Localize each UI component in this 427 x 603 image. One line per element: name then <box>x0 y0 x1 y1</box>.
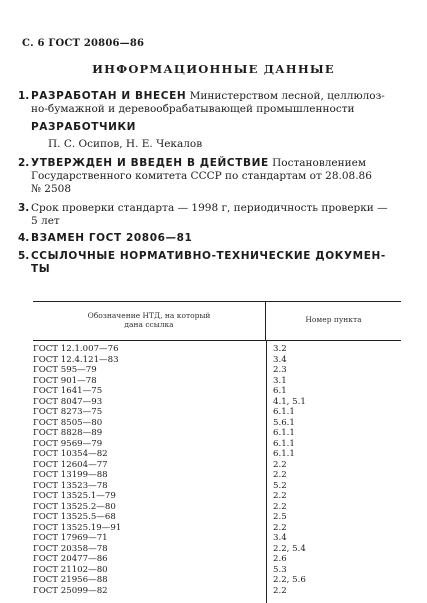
table-row <box>33 575 401 586</box>
table-row <box>33 544 401 555</box>
table-row <box>33 428 401 439</box>
table-cell-document: ГОСТ 10354—82 <box>33 449 108 459</box>
table-cell-document: ГОСТ 17969—71 <box>33 533 108 543</box>
column-header-point: Номер пункта <box>305 315 362 324</box>
section-text: Государственного комитета СССР по стандартам от 28.08.86 <box>31 170 372 182</box>
column-header-line: Обозначение НТД, на который <box>87 311 211 320</box>
section-text: Постановлением <box>268 157 367 169</box>
table-cell-point: 5.2 <box>273 480 287 491</box>
developers-names: П. С. Осипов, Н. Е. Чекалов <box>48 138 203 150</box>
table-cell-point: 3.2 <box>273 344 287 354</box>
section-lead: РАЗРАБОТАН И ВНЕСЕН <box>31 90 187 102</box>
table-cell-document: ГОСТ 8505—80 <box>33 417 103 428</box>
section-number: 5. <box>18 250 30 262</box>
section-lead: УТВЕРЖДЕН И ВВЕДЕН В ДЕЙСТВИЕ <box>31 157 269 169</box>
table-cell-document: ГОСТ 20477—86 <box>33 554 108 564</box>
table-row <box>33 365 401 376</box>
developers-heading: РАЗРАБОТЧИКИ <box>31 121 137 133</box>
table-cell-point: 2.3 <box>273 365 287 375</box>
table-cell-document: ГОСТ 13525.1—79 <box>33 491 116 501</box>
table-cell-point: 3.1 <box>273 375 287 386</box>
section-1 <box>18 90 410 116</box>
table-cell-point: 2.2 <box>273 470 287 480</box>
table-row <box>33 586 401 597</box>
document-title: ИНФОРМАЦИОННЫЕ ДАННЫЕ <box>92 62 335 76</box>
table-cell-point: 2.2 <box>273 522 287 533</box>
section-number: 3. <box>18 202 30 214</box>
table-row <box>33 418 401 429</box>
table-cell-document: ГОСТ 595—79 <box>33 365 97 375</box>
column-header-document <box>33 302 266 340</box>
table-row <box>33 565 401 576</box>
table-cell-point: 4.1, 5.1 <box>273 396 306 407</box>
table-row <box>33 512 401 523</box>
table-cell-document: ГОСТ 8273—75 <box>33 407 103 417</box>
page-header: С. 6 ГОСТ 20806—86 <box>22 38 145 49</box>
section-4 <box>18 232 410 245</box>
table-row <box>33 355 401 366</box>
table-row <box>33 460 401 471</box>
table-cell-document: ГОСТ 9569—79 <box>33 438 103 449</box>
table-cell-document: ГОСТ 21956—88 <box>33 575 108 585</box>
table-cell-point: 2.2, 5.6 <box>273 575 306 585</box>
table-cell-document: ГОСТ 12.1.007—76 <box>33 344 119 354</box>
table-cell-point: 6.1.1 <box>273 438 295 449</box>
section-number: 1. <box>18 90 30 102</box>
table-cell-point: 2.2, 5.4 <box>273 543 306 554</box>
section-2 <box>18 157 410 196</box>
section-lead: ССЫЛОЧНЫЕ НОРМАТИВНО-ТЕХНИЧЕСКИЕ ДОКУМЕН- <box>31 250 386 262</box>
table-cell-point: 6.1 <box>273 386 287 396</box>
table-cell-document: ГОСТ 8828—89 <box>33 428 103 438</box>
table-cell-point: 2.2 <box>273 459 287 470</box>
table-cell-point: 5.6.1 <box>273 417 295 428</box>
table-cell-document: ГОСТ 20358—78 <box>33 543 108 554</box>
section-number: 2. <box>18 157 30 169</box>
table-row <box>33 386 401 397</box>
table-cell-point: 6.1.1 <box>273 449 295 459</box>
table-row <box>33 481 401 492</box>
section-lead-continued: ТЫ <box>31 263 51 275</box>
section-text: Срок проверки стандарта — 1998 г, периодичность проверки — <box>31 202 388 214</box>
table-row <box>33 344 401 355</box>
table-row <box>33 407 401 418</box>
table-row <box>33 491 401 502</box>
table-cell-point: 3.4 <box>273 533 287 543</box>
section-lead: ВЗАМЕН ГОСТ 20806—81 <box>31 232 193 244</box>
section-5 <box>18 250 410 276</box>
table-cell-point: 2.2 <box>273 491 287 501</box>
table-row <box>33 376 401 387</box>
column-header-line: дана ссылка <box>124 320 174 329</box>
table-row <box>33 449 401 460</box>
table-row <box>33 554 401 565</box>
table-cell-document: ГОСТ 8047—93 <box>33 396 103 407</box>
section-3 <box>18 202 410 228</box>
table-row <box>33 439 401 450</box>
table-cell-document: ГОСТ 13199—88 <box>33 470 108 480</box>
section-text: 5 лет <box>31 215 60 227</box>
table-cell-document: ГОСТ 13525.2—80 <box>33 501 116 512</box>
section-number: 4. <box>18 232 30 244</box>
table-body <box>33 341 401 596</box>
reference-table <box>33 301 401 596</box>
table-cell-document: ГОСТ 13523—78 <box>33 480 108 491</box>
table-cell-point: 3.4 <box>273 354 287 365</box>
table-row <box>33 533 401 544</box>
table-cell-document: ГОСТ 21102—80 <box>33 564 108 575</box>
column-divider <box>266 341 267 603</box>
section-text: Министерством лесной, целлюлоз- <box>186 90 385 102</box>
table-cell-document: ГОСТ 25099—82 <box>33 585 108 596</box>
section-text: но-бумажной и деревообрабатывающей промышленности <box>31 103 355 115</box>
table-cell-point: 2.2 <box>273 585 287 596</box>
table-cell-document: ГОСТ 901—78 <box>33 375 97 386</box>
table-header <box>33 302 401 341</box>
section-text: № 2508 <box>31 183 71 195</box>
table-cell-point: 6.1.1 <box>273 407 295 417</box>
table-cell-point: 2.2 <box>273 501 287 512</box>
table-cell-document: ГОСТ 12.4.121—83 <box>33 354 119 365</box>
table-cell-point: 6.1.1 <box>273 428 295 438</box>
table-cell-point: 2.5 <box>273 512 287 522</box>
table-row <box>33 470 401 481</box>
table-row <box>33 397 401 408</box>
table-row <box>33 502 401 513</box>
table-cell-document: ГОСТ 13525.19—91 <box>33 522 122 533</box>
table-cell-document: ГОСТ 1641—75 <box>33 386 103 396</box>
table-cell-document: ГОСТ 12604—77 <box>33 459 108 470</box>
table-row <box>33 523 401 534</box>
table-cell-point: 5.3 <box>273 564 287 575</box>
table-cell-point: 2.6 <box>273 554 287 564</box>
table-cell-document: ГОСТ 13525.5—68 <box>33 512 116 522</box>
